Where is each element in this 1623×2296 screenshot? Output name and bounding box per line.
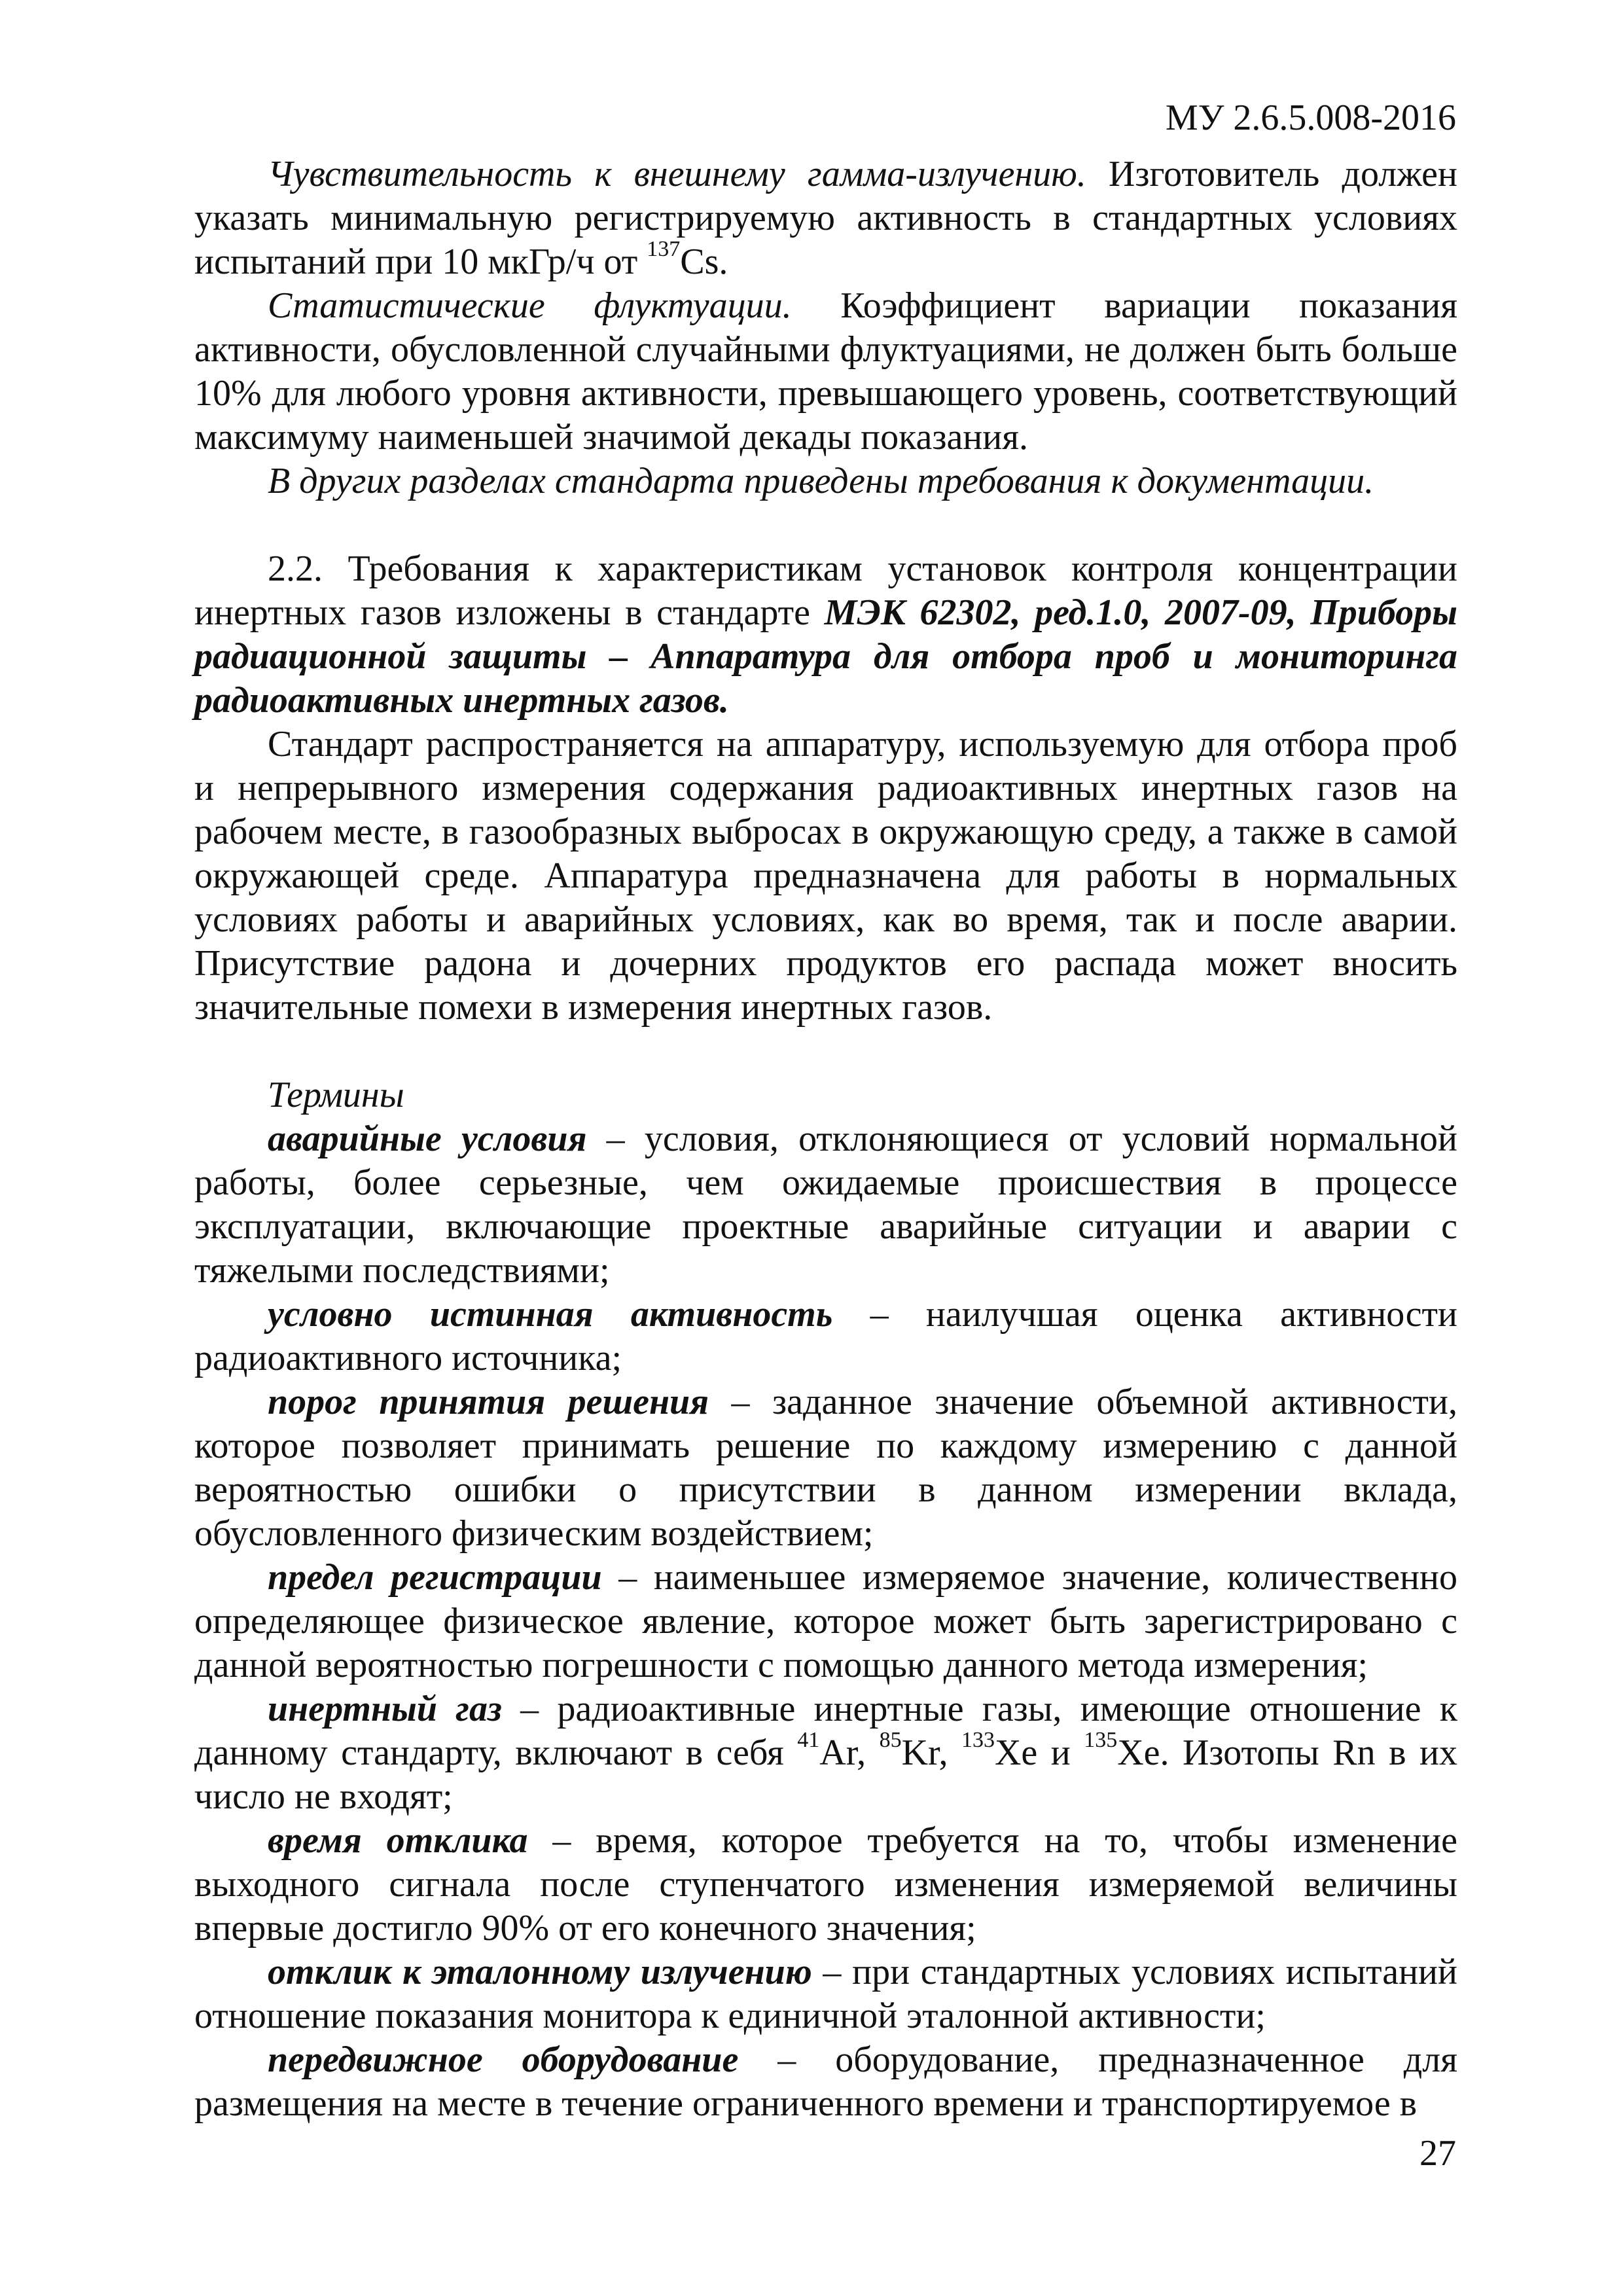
isotope-symbol: Ar,: [819, 1732, 880, 1773]
isotope-mass-number: 137: [647, 237, 681, 261]
term-name: время отклика: [268, 1820, 528, 1861]
term-def: – при стандартных условиях испытаний отношение показания монитора к единичной эталонной активности;: [194, 1952, 1457, 2036]
isotope-symbol: Xe. Изотопы Rn в их число не входят;: [194, 1732, 1458, 1817]
term-name: порог принятия решения: [268, 1382, 709, 1422]
paragraph-text: 2.2. Требования к характеристикам установок контроля концентрации инертных газов изложены в стандарте: [194, 548, 1457, 633]
term-definition: [194, 1556, 1457, 1687]
paragraph-statistical-fluctuations: [194, 284, 1457, 459]
term-definition: [194, 2038, 1457, 2126]
term-def: – радиоактивные инертные газы, имеющие отношение к данному стандарту, включают в себя: [194, 1689, 1457, 1773]
document-body: [194, 152, 1457, 2126]
isotope-symbol: Cs.: [680, 242, 728, 282]
paragraph-gamma-sensitivity: [194, 152, 1457, 284]
term-def: – заданное значение объемной активности, которое позволяет принимать решение по каждому измерению с данной вероятностью ошибки о присутствии в данном измерении вклада, обусловленного физическим воздействием;: [194, 1382, 1457, 1554]
term-name: аварийные условия: [268, 1119, 587, 1159]
term-name: отклик к эталонному излучению: [268, 1952, 812, 1992]
paragraph-text: Изготовитель должен указать минимальную регистрируемую активность в стандартных условиях испытаний при 10 мкГр/ч от: [194, 154, 1457, 282]
isotope-mass-number: 133: [961, 1728, 995, 1752]
paragraph-section-2-2: [194, 547, 1457, 723]
term-gamma-sensitivity: Чувствительность к внешнему гамма-излучению.: [268, 154, 1086, 194]
term-name: условно истинная активность: [268, 1294, 833, 1335]
term-def: – оборудование, предназначенное для размещения на месте в течение ограниченного времени и транспортируемое в: [194, 2039, 1457, 2124]
term-definition: [194, 1293, 1457, 1380]
terms-heading: Термины: [268, 1075, 404, 1115]
paragraph-other-sections: В других разделах стандарта приведены требования к документации.: [268, 461, 1374, 501]
isotope-mass-number: 41: [797, 1728, 820, 1752]
isotope-symbol: Kr,: [901, 1732, 961, 1773]
term-def: – время, которое требуется на то, чтобы изменение выходного сигнала после ступенчатого изменения измеряемой величины впервые достигло 90% от его конечного значения;: [194, 1820, 1458, 1948]
term-definition: [194, 1950, 1457, 2038]
term-name: передвижное оборудование: [268, 2039, 739, 2080]
isotope-mass-number: 135: [1084, 1728, 1118, 1752]
term-name: инертный газ: [268, 1689, 502, 1729]
term-definition: [194, 1819, 1457, 1950]
term-definition: [194, 1380, 1457, 1556]
term-def: – условия, отклоняющиеся от условий нормальной работы, более серьезные, чем ожидаемые происшествия в процессе эксплуатации, включающие проектные аварийные ситуации и аварии с тяжелыми последствиями;: [194, 1119, 1458, 1291]
page-number: 27: [1419, 2133, 1456, 2174]
term-definition-inert-gas: [194, 1687, 1457, 1819]
document-code-header: МУ 2.6.5.008-2016: [1165, 98, 1456, 138]
paragraph-standard-scope: Стандарт распространяется на аппаратуру, используемую для отбора проб и непрерывного измерения содержания радиоактивных инертных газов на рабочем месте, в газообразных выбросах в окружающую среду, а также в самой окружающей среде. Аппаратура предназначена для работы в нормальных условиях работы и аварийных условиях, как во время, так и после аварии. Присутствие радона и дочерних продуктов его распада может вносить значительные помехи в измерения инертных газов.: [194, 724, 1457, 1028]
term-name: предел регистрации: [268, 1557, 602, 1598]
term-def: – наилучшая оценка активности радиоактивного источника;: [194, 1294, 1457, 1378]
paragraph-text: Коэффициент вариации показания активности, обусловленной случайными флуктуациями, не должен быть больше 10% для любого уровня активности, превышающего уровень, соответствующий максимуму наименьшей значимой декады показания.: [194, 285, 1457, 457]
term-definition: [194, 1117, 1457, 1293]
isotope-mass-number: 85: [879, 1728, 902, 1752]
isotope-symbol: Xe и: [994, 1732, 1084, 1773]
term-statistical-fluctuations: Статистические флуктуации.: [268, 285, 792, 326]
standard-title: МЭК 62302, ред.1.0, 2007-09, Приборы радиационной защиты – Аппаратура для отбора проб и мониторинга радиоактивных инертных газов.: [194, 592, 1457, 721]
term-def: – наименьшее измеряемое значение, количественно определяющее физическое явление, которое может быть зарегистрировано с данной вероятностью погрешности с помощью данного метода измерения;: [194, 1557, 1457, 1685]
